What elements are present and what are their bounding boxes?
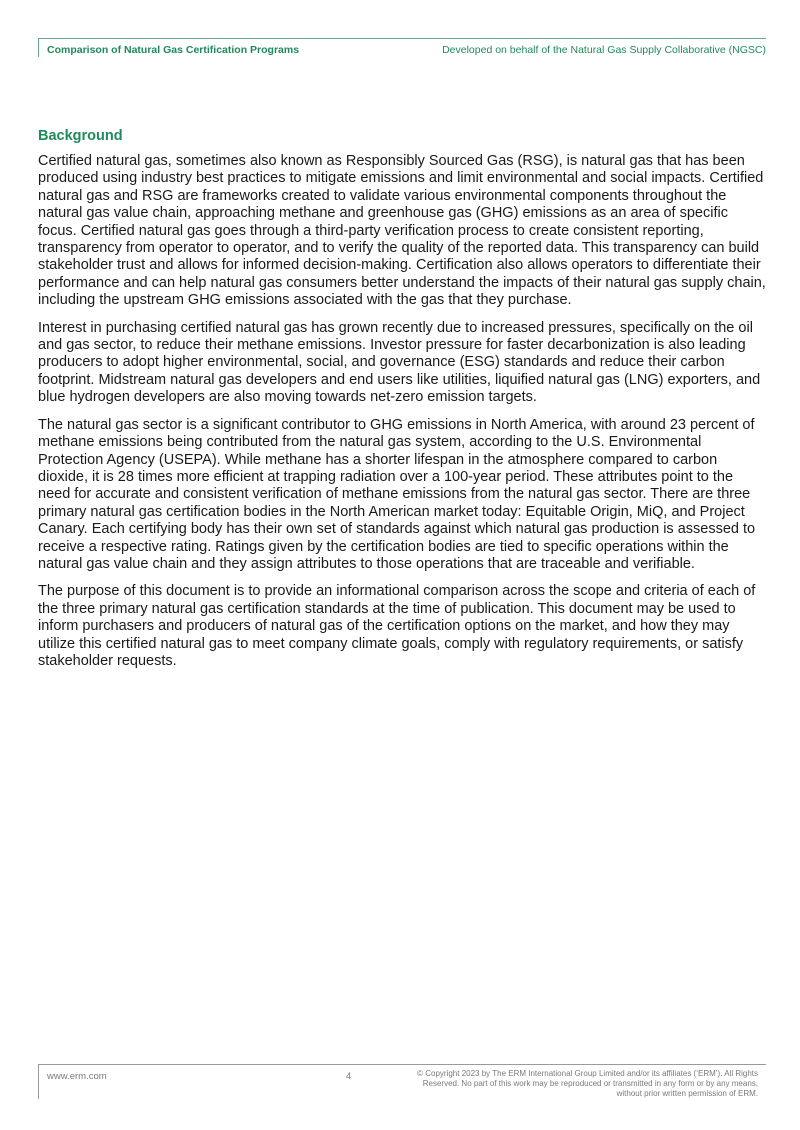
- copyright-line: without prior written permission of ERM.: [616, 1089, 758, 1098]
- page-number: 4: [346, 1071, 352, 1082]
- paragraph: Certified natural gas, sometimes also known as Responsibly Sourced Gas (RSG), is natural gas that has been produced using industry best practices to mitigate emissions and limit environmental and social impacts. Certified natural gas and RSG are frameworks created to validate various environmental components throughout the natural gas value chain, approaching methane and greenhouse gas (GHG) emissions as an area of specific focus. Certified natural gas goes through a third-party verification process to create consistent reporting, transparency from operator to operator, and to verify the quality of the reported data. This transparency can build stakeholder trust and allows for informed decision-making. Certification also allows operators to differentiate their performance and can help natural gas consumers better understand the impacts of their natural gas supply chain, including the upstream GHG emissions associated with the gas that they purchase.: [38, 153, 766, 309]
- page-header: [38, 38, 766, 57]
- paragraph: Interest in purchasing certified natural gas has grown recently due to increased pressures, specifically on the oil and gas sector, to reduce their methane emissions. Investor pressure for faster decarbonization is also leading producers to adopt higher environmental, social, and governance (ESG) standards and reduce their carbon footprint. Midstream natural gas developers and end users like utilities, liquified natural gas (LNG) exporters, and blue hydrogen developers are also moving towards net-zero emission targets.: [38, 319, 761, 406]
- section-heading-background: Background: [38, 128, 123, 144]
- copyright-notice: [398, 1069, 758, 1099]
- copyright-line: © Copyright 2023 by The ERM International Group Limited and/or its affiliates (‘ERM’). All Rights: [417, 1069, 758, 1078]
- paragraph: The purpose of this document is to provide an informational comparison across the scope and criteria of each of the three primary natural gas certification standards at the time of publication. This document may be used to inform purchasers and producers of natural gas of the certification options on the market, and how they may utilize this certified natural gas to meet company climate goals, comply with regulatory requirements, or satisfy stakeholder requests.: [38, 583, 756, 669]
- document-title: Comparison of Natural Gas Certification Programs: [47, 44, 300, 56]
- copyright-line: Reserved. No part of this work may be reproduced or transmitted in any form or by any means,: [422, 1079, 758, 1088]
- paragraph: The natural gas sector is a significant contributor to GHG emissions in North America, with around 23 percent of methane emissions being contributed from the natural gas system, according to the U.S. Environmental Protection Agency (USEPA). While methane has a shorter lifespan in the atmosphere compared to carbon dioxide, it is 28 times more efficient at trapping radiation over a 100-year period. These attributes point to the need for accurate and consistent verification of methane emissions from the natural gas sector. There are three primary natural gas certification bodies in the North American market today: Equitable Origin, MiQ, and Project Canary. Each certifying body has their own set of standards against which natural gas production is assessed to receive a respective rating. Ratings given by the certification bodies are tied to specific operations within the natural gas value chain and they assign attributes to those operations that are traceable and verifiable.: [38, 416, 756, 572]
- footer-website: www.erm.com: [47, 1071, 107, 1082]
- main-content: [38, 127, 766, 680]
- header-attribution: Developed on behalf of the Natural Gas Supply Collaborative (NGSC): [442, 44, 766, 56]
- page-footer: [38, 1064, 766, 1099]
